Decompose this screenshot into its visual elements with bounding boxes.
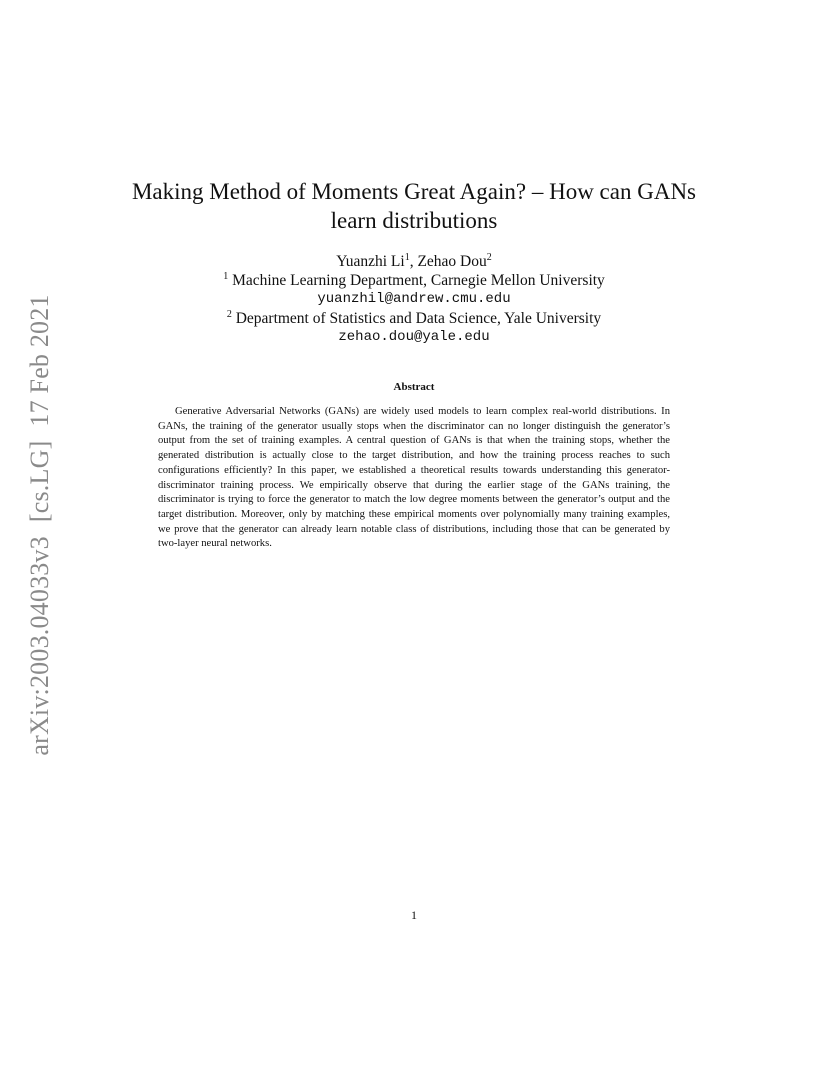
affiliation-2 — [100, 309, 728, 328]
arxiv-date: 17 Feb 2021 — [25, 294, 54, 427]
title-line-2: learn distributions — [330, 208, 498, 233]
affiliation-mark: 2 — [226, 308, 232, 320]
email-2: zehao.dou@yale.edu — [338, 329, 490, 345]
email-1: yuanzhil@andrew.cmu.edu — [317, 291, 511, 307]
page-number: 1 — [411, 908, 417, 922]
author-name: Yuanzhi Li — [336, 253, 405, 270]
arxiv-category: [cs.LG] — [25, 440, 54, 523]
affiliation-1 — [100, 271, 728, 290]
author-list — [100, 252, 728, 271]
author-separator: , — [409, 253, 418, 270]
abstract-heading: Abstract — [393, 381, 435, 393]
title-line-1: Making Method of Moments Great Again? – How can GANs — [131, 179, 697, 204]
paper-title — [100, 177, 728, 235]
arxiv-id: arXiv:2003.04033v3 — [25, 536, 54, 756]
affiliation-mark: 2 — [486, 251, 492, 263]
author-name: Zehao Dou — [417, 253, 487, 270]
affiliation-mark: 1 — [223, 270, 229, 282]
affiliation-name: Machine Learning Department, Carnegie Mellon University — [232, 272, 605, 289]
affiliation-name: Department of Statistics and Data Science, Yale University — [235, 310, 602, 327]
author-block — [100, 252, 728, 347]
arxiv-stamp — [25, 294, 55, 755]
abstract-text: Generative Adversarial Networks (GANs) are widely used models to learn complex real-world distributions. In GANs, the training of the generator usually stops when the discriminator can no longer distinguish the generator’s output from the set of training examples. A central question of GANs is that when the training stops, whether the generated distribution is actually close to the target distribution, and how the training process reaches to such configurations efficiently? In this paper, we established a theoretical results towards understanding this generator-discriminator training process. We empirically observe that during the earlier stage of the GANs training, the discriminator is trying to force the generator to match the low degree moments between the generator’s output and the target distribution. Moreover, only by matching these empirical moments over polynomially many training examples, we prove that the generator can already learn notable class of distributions, including those that can be generated by two-layer neural networks. — [158, 406, 670, 550]
affiliation-mark: 1 — [404, 251, 410, 263]
